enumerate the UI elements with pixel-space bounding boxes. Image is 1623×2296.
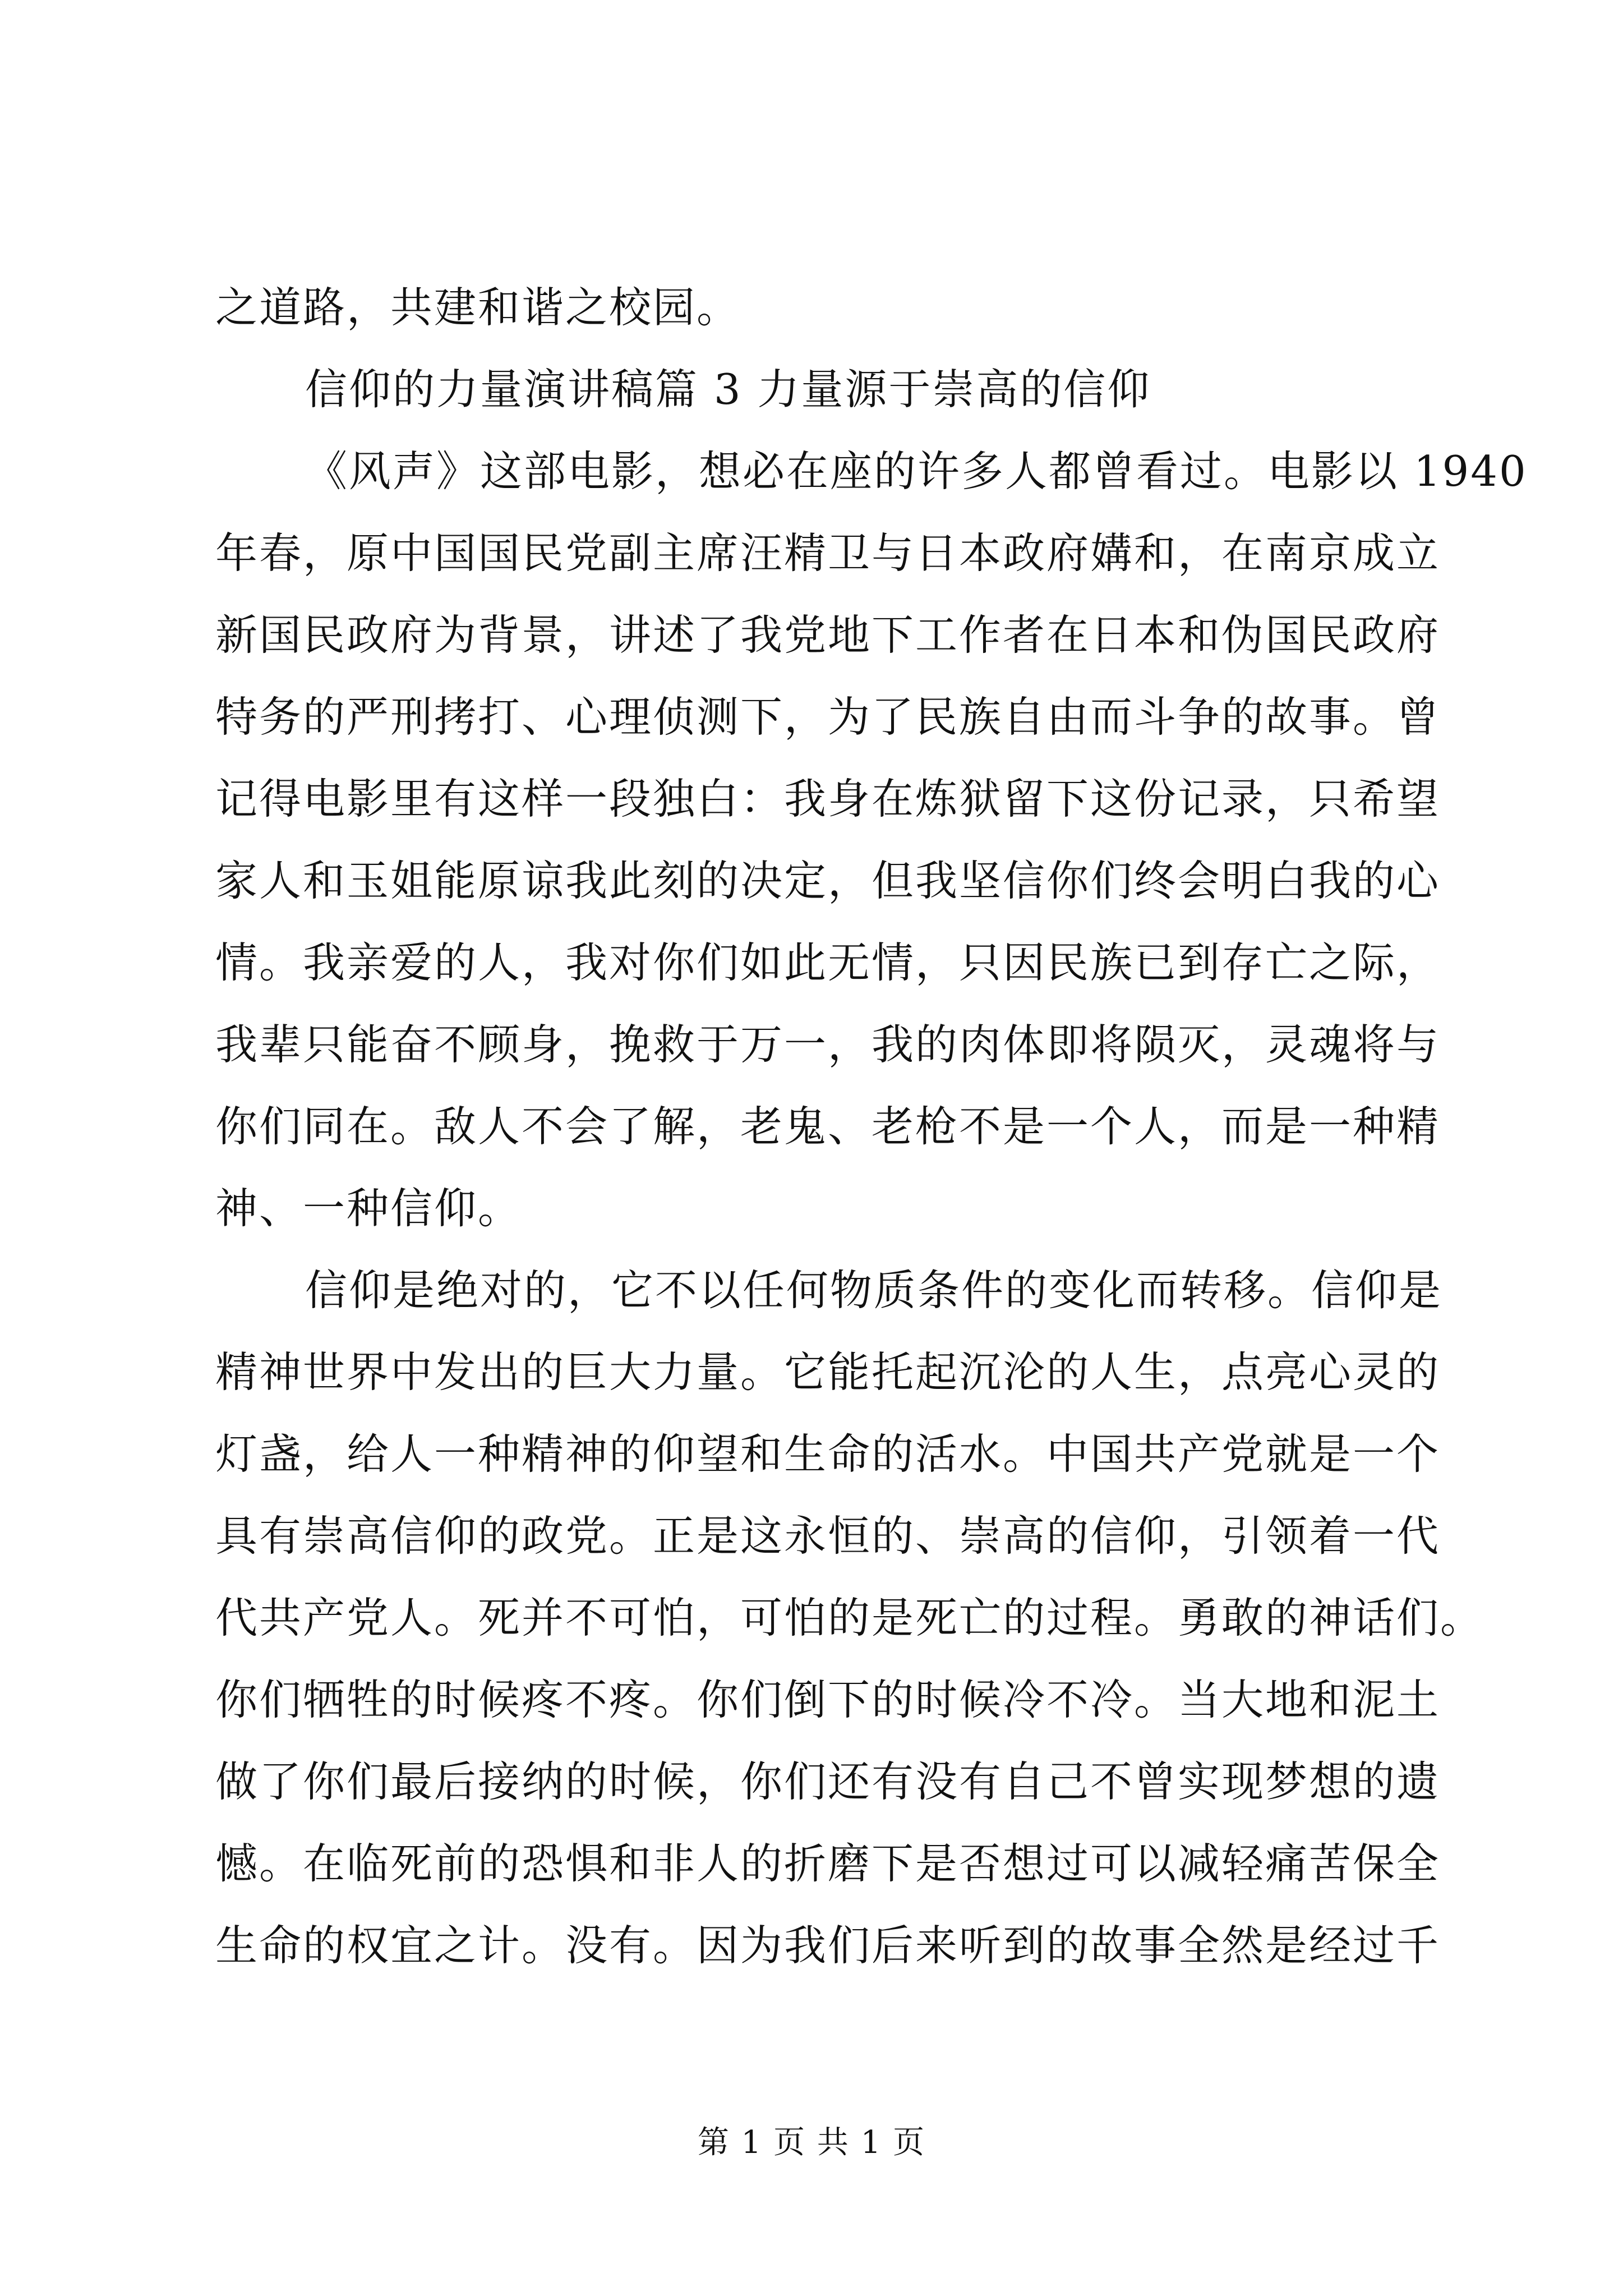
text-line: 做了你们最后接纳的时候，你们还有没有自己不曾实现梦想的遗	[215, 1757, 1441, 1806]
text-line: 具有崇高信仰的政党。正是这永恒的、崇高的信仰，引领着一代	[215, 1511, 1441, 1561]
text-line: 精神世界中发出的巨大力量。它能托起沉沦的人生，点亮心灵的	[215, 1347, 1441, 1397]
document-body	[215, 266, 1528, 1986]
text-line: 情。我亲爱的人，我对你们如此无情，只因民族已到存亡之际，	[215, 938, 1441, 987]
text-line: 神、一种信仰。	[215, 1184, 522, 1233]
text-line: 憾。在临死前的恐惧和非人的折磨下是否想过可以减轻痛苦保全	[215, 1839, 1441, 1888]
text-line: 代共产党人。死并不可怕，可怕的是死亡的过程。勇敢的神话们。	[215, 1593, 1484, 1642]
text-line: 灯盏，给人一种精神的仰望和生命的活水。中国共产党就是一个	[215, 1429, 1441, 1479]
text-line: 你们同在。敌人不会了解，老鬼、老枪不是一个人，而是一种精	[215, 1102, 1441, 1151]
text-line: 《风声》这部电影，想必在座的许多人都曾看过。电影以 1940	[305, 447, 1528, 496]
text-line: 信仰是绝对的，它不以任何物质条件的变化而转移。信仰是	[305, 1266, 1443, 1315]
text-line: 年春，原中国国民党副主席汪精卫与日本政府媾和，在南京成立	[215, 528, 1441, 578]
text-line: 特务的严刑拷打、心理侦测下，为了民族自由而斗争的故事。曾	[215, 692, 1441, 742]
text-line: 生命的权宜之计。没有。因为我们后来听到的故事全然是经过千	[215, 1921, 1441, 1970]
text-line: 新国民政府为背景，讲述了我党地下工作者在日本和伪国民政府	[215, 610, 1441, 660]
section-heading: 信仰的力量演讲稿篇 3 力量源于崇高的信仰	[305, 365, 1151, 414]
text-line: 你们牺牲的时候疼不疼。你们倒下的时候冷不冷。当大地和泥土	[215, 1675, 1441, 1724]
text-line: 我辈只能奋不顾身，挽救于万一，我的肉体即将陨灭，灵魂将与	[215, 1020, 1441, 1069]
text-line: 记得电影里有这样一段独白：我身在炼狱留下这份记录，只希望	[215, 774, 1441, 823]
text-line: 之道路，共建和谐之校园。	[215, 283, 741, 332]
text-line: 家人和玉姐能原谅我此刻的决定，但我坚信你们终会明白我的心	[215, 856, 1441, 905]
page-number: 第 1 页 共 1 页	[697, 2124, 926, 2161]
